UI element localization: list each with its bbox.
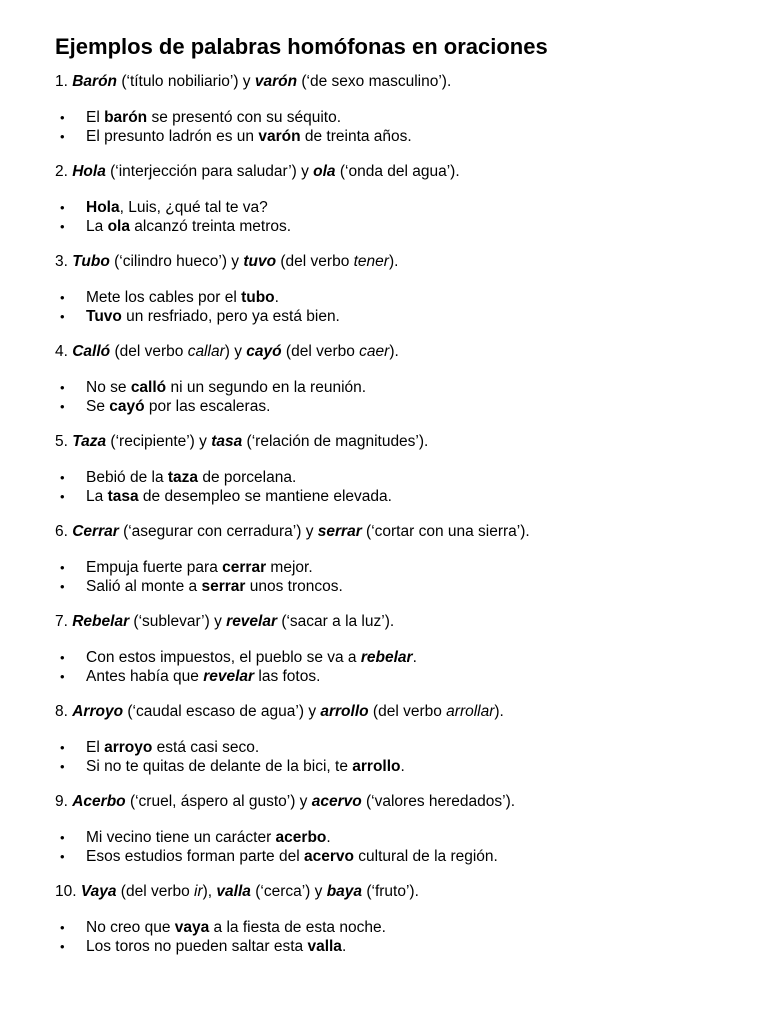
example-list <box>55 828 768 866</box>
text-run: La <box>86 218 108 235</box>
highlighted-word: Calló <box>72 343 111 360</box>
text-run: No creo que <box>86 919 175 936</box>
text-run: El presunto ladrón es un <box>86 128 259 145</box>
text-run: alcanzó treinta metros. <box>129 218 292 235</box>
highlighted-word: Vaya <box>80 883 117 900</box>
text-run: 6. <box>55 523 73 540</box>
text-run: cultural de la región. <box>353 848 498 865</box>
text-run: Los toros no pueden saltar esta <box>86 938 308 955</box>
highlighted-word: ola <box>107 218 130 235</box>
text-run: Esos estudios forman parte del <box>86 848 304 865</box>
highlighted-word: Cerrar <box>72 523 119 540</box>
example-sentence <box>55 757 768 776</box>
text-run: (‘asegurar con cerradura’) y <box>118 523 318 540</box>
text-run: mejor. <box>266 559 313 576</box>
text-run: ) y <box>224 343 247 360</box>
highlighted-word: Hola <box>72 163 106 180</box>
text-run: de porcelana. <box>198 469 297 486</box>
text-run: . <box>341 938 347 955</box>
text-run: . <box>400 758 405 775</box>
text-run: ni un segundo en la reunión. <box>166 379 367 396</box>
text-run: Si no te quitas de delante de la bici, te <box>86 758 353 775</box>
example-sentence <box>55 288 768 307</box>
text-run: (‘cortar con una sierra’). <box>361 523 530 540</box>
highlighted-word: Tuvo <box>86 308 122 325</box>
text-run: (‘título nobiliario’) y <box>117 73 255 90</box>
text-run: 8. <box>55 703 73 720</box>
highlighted-word: calló <box>130 379 167 396</box>
highlighted-word: arrollo <box>352 758 401 775</box>
text-run: (‘relación de magnitudes’). <box>242 433 429 450</box>
text-run: (‘fruto’). <box>362 883 419 900</box>
example-sentence <box>55 108 768 127</box>
highlighted-word: tuvo <box>243 253 277 270</box>
highlighted-word: baya <box>326 883 363 900</box>
highlighted-word: serrar <box>317 523 362 540</box>
example-sentence <box>55 667 768 686</box>
highlighted-word: Acerbo <box>72 793 126 810</box>
text-run: Mi vecino tiene un carácter <box>86 829 276 846</box>
highlighted-word: barón <box>104 109 148 126</box>
homophone-item <box>55 882 768 956</box>
highlighted-word: Rebelar <box>72 613 130 630</box>
example-list <box>55 108 768 146</box>
example-sentence <box>55 828 768 847</box>
text-run: (‘cerca’) y <box>250 883 327 900</box>
highlighted-word: rebelar <box>360 649 413 666</box>
text-run: El <box>86 109 105 126</box>
text-run: . <box>274 289 279 306</box>
text-run: unos troncos. <box>245 578 343 595</box>
example-list <box>55 558 768 596</box>
highlighted-word: tasa <box>211 433 243 450</box>
highlighted-word: callar <box>187 343 225 360</box>
highlighted-word: Tubo <box>72 253 110 270</box>
text-run: ). <box>389 343 399 360</box>
homophone-item <box>55 342 768 416</box>
highlighted-word: revelar <box>203 668 255 685</box>
homophone-heading <box>55 702 768 722</box>
text-run: (‘cilindro hueco’) y <box>109 253 244 270</box>
text-run: (del verbo <box>116 883 195 900</box>
example-sentence <box>55 217 768 236</box>
text-run: de treinta años. <box>300 128 412 145</box>
homophone-heading <box>55 432 768 452</box>
text-run: 2. <box>55 163 73 180</box>
highlighted-word: tener <box>353 253 389 270</box>
highlighted-word: tasa <box>107 488 139 505</box>
text-run: ). <box>494 703 504 720</box>
highlighted-word: arrollo <box>320 703 369 720</box>
highlighted-word: arrollar <box>446 703 495 720</box>
homophone-heading <box>55 522 768 542</box>
example-sentence <box>55 378 768 397</box>
text-run: se presentó con su séquito. <box>147 109 342 126</box>
text-run: 10. <box>55 883 81 900</box>
homophone-heading <box>55 252 768 272</box>
text-run: (del verbo <box>281 343 360 360</box>
text-run: 3. <box>55 253 73 270</box>
highlighted-word: arroyo <box>104 739 153 756</box>
text-run: Bebió de la <box>86 469 168 486</box>
text-run: Mete los cables por el <box>86 289 242 306</box>
highlighted-word: Barón <box>72 73 118 90</box>
homophone-item <box>55 162 768 236</box>
example-list <box>55 918 768 956</box>
highlighted-word: Arroyo <box>72 703 124 720</box>
text-run: 7. <box>55 613 73 630</box>
text-run: (del verbo <box>276 253 354 270</box>
text-run: Con estos impuestos, el pueblo se va a <box>86 649 361 666</box>
text-run: (‘caudal escaso de agua’) y <box>123 703 321 720</box>
homophone-item <box>55 612 768 686</box>
highlighted-word: serrar <box>201 578 246 595</box>
highlighted-word: cerrar <box>222 559 267 576</box>
homophone-heading <box>55 612 768 632</box>
text-run: Se <box>86 398 110 415</box>
text-run: Empuja fuerte para <box>86 559 223 576</box>
example-list <box>55 198 768 236</box>
highlighted-word: acerbo <box>275 829 327 846</box>
highlighted-word: caer <box>359 343 390 360</box>
homophone-item <box>55 432 768 506</box>
text-run: está casi seco. <box>152 739 260 756</box>
example-sentence <box>55 198 768 217</box>
highlighted-word: cayó <box>246 343 282 360</box>
text-run: (‘sublevar’) y <box>129 613 227 630</box>
homophone-item <box>55 792 768 866</box>
example-sentence <box>55 918 768 937</box>
highlighted-word: ola <box>313 163 336 180</box>
example-sentence <box>55 127 768 146</box>
highlighted-word: acervo <box>311 793 362 810</box>
homophone-item <box>55 702 768 776</box>
example-sentence <box>55 468 768 487</box>
text-run: (‘cruel, áspero al gusto’) y <box>125 793 312 810</box>
highlighted-word: tubo <box>241 289 275 306</box>
text-run: (‘de sexo masculino’). <box>297 73 452 90</box>
homophone-list <box>55 72 768 956</box>
text-run: un resfriado, pero ya está bien. <box>121 308 340 325</box>
text-run: (‘sacar a la luz’). <box>277 613 395 630</box>
highlighted-word: taza <box>167 469 199 486</box>
example-sentence <box>55 577 768 596</box>
homophone-item <box>55 252 768 326</box>
homophone-heading <box>55 792 768 812</box>
text-run: de desempleo se mantiene elevada. <box>138 488 392 505</box>
text-run: No se <box>86 379 131 396</box>
highlighted-word: acervo <box>303 848 354 865</box>
text-run: ), <box>202 883 217 900</box>
highlighted-word: cayó <box>109 398 145 415</box>
example-sentence <box>55 558 768 577</box>
example-sentence <box>55 738 768 757</box>
text-run: , Luis, ¿qué tal te va? <box>119 199 268 216</box>
homophone-item <box>55 522 768 596</box>
example-list <box>55 468 768 506</box>
text-run: El <box>86 739 105 756</box>
example-sentence <box>55 847 768 866</box>
page-title: Ejemplos de palabras homófonas en oraciones <box>55 34 548 59</box>
highlighted-word: varón <box>258 128 301 145</box>
text-run: (del verbo <box>368 703 447 720</box>
text-run: 4. <box>55 343 73 360</box>
highlighted-word: Hola <box>86 199 120 216</box>
text-run: (‘valores heredados’). <box>361 793 516 810</box>
example-list <box>55 288 768 326</box>
text-run: La <box>86 488 108 505</box>
example-sentence <box>55 397 768 416</box>
highlighted-word: vaya <box>174 919 210 936</box>
highlighted-word: ir <box>194 883 203 900</box>
text-run: (‘onda del agua’). <box>335 163 460 180</box>
text-run: 1. <box>55 73 73 90</box>
example-sentence <box>55 307 768 326</box>
text-run: 5. <box>55 433 73 450</box>
highlighted-word: valla <box>216 883 251 900</box>
example-sentence <box>55 648 768 667</box>
homophone-item <box>55 72 768 146</box>
text-run: Salió al monte a <box>86 578 202 595</box>
example-list <box>55 648 768 686</box>
example-sentence <box>55 487 768 506</box>
example-list <box>55 738 768 776</box>
text-run: 9. <box>55 793 73 810</box>
example-sentence <box>55 937 768 956</box>
highlighted-word: Taza <box>72 433 107 450</box>
example-list <box>55 378 768 416</box>
text-run: (‘interjección para saludar’) y <box>105 163 314 180</box>
highlighted-word: varón <box>254 73 298 90</box>
text-run: ). <box>388 253 399 270</box>
text-run: las fotos. <box>254 668 321 685</box>
homophone-heading <box>55 162 768 182</box>
text-run: (‘recipiente’) y <box>106 433 212 450</box>
highlighted-word: valla <box>307 938 342 955</box>
highlighted-word: revelar <box>226 613 278 630</box>
text-run: . <box>326 829 331 846</box>
text-run: Antes había que <box>86 668 204 685</box>
text-run: . <box>412 649 417 666</box>
homophone-heading <box>55 342 768 362</box>
homophone-heading <box>55 72 768 92</box>
homophone-heading <box>55 882 768 902</box>
text-run: por las escaleras. <box>144 398 271 415</box>
text-run: a la fiesta de esta noche. <box>209 919 386 936</box>
text-run: (del verbo <box>110 343 188 360</box>
